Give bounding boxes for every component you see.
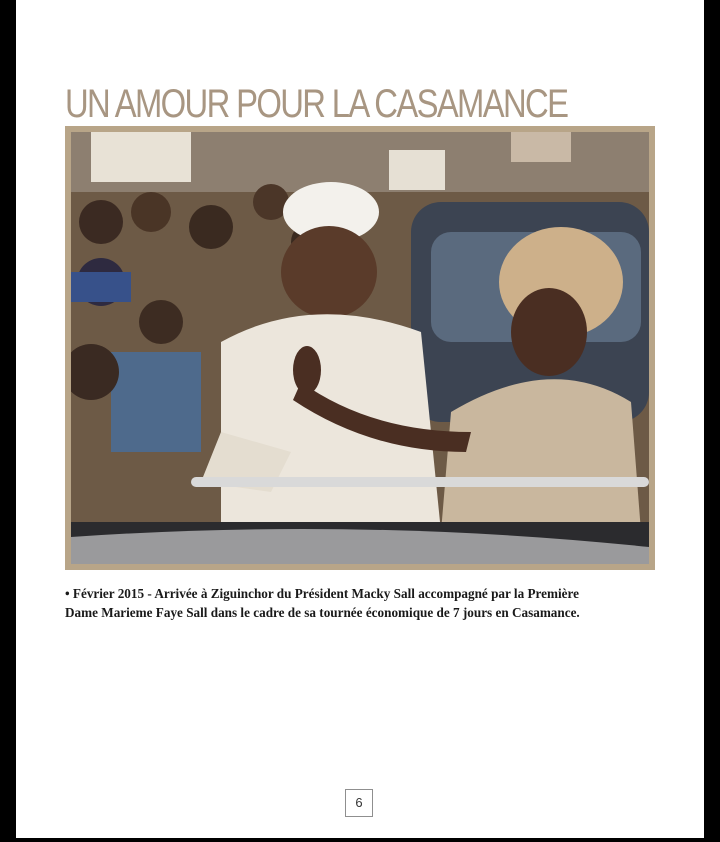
caption-line-1: • Février 2015 - Arrivée à Ziguinchor du Président Macky Sall accompagné par la Première <box>65 586 579 601</box>
caption-line-2: Dame Marieme Faye Sall dans le cadre de sa tournée économique de 7 jours en Casamance. <box>65 605 580 620</box>
photo-caption <box>65 584 665 622</box>
photo-illustration <box>71 132 649 564</box>
photo-frame <box>65 126 655 570</box>
page-number: 6 <box>345 789 373 817</box>
page-title: UN AMOUR POUR LA CASAMANCE <box>65 82 568 126</box>
photo-casamance-visit <box>71 132 649 564</box>
document-page <box>16 0 704 838</box>
